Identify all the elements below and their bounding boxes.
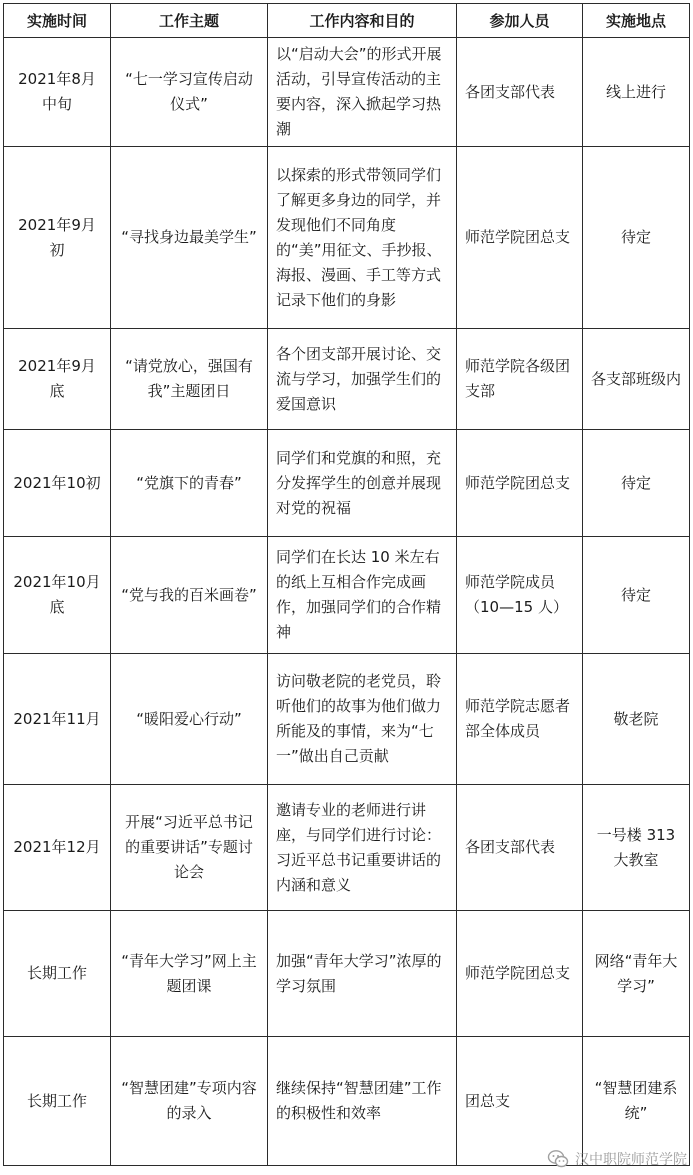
cell-time: 2021年12月 [4, 785, 111, 911]
cell-time: 2021年10月底 [4, 537, 111, 654]
cell-topic: “党旗下的青春” [111, 430, 268, 537]
header-content: 工作内容和目的 [268, 4, 457, 38]
cell-people: 师范学院成员（10—15 人） [457, 537, 583, 654]
cell-content: 各个团支部开展讨论、交流与学习，加强学生们的爱国意识 [268, 329, 457, 430]
cell-content: 以“启动大会”的形式开展活动，引导宣传活动的主要内容，深入掀起学习热潮 [268, 38, 457, 147]
cell-content: 访问敬老院的老党员，聆听他们的故事为他们做力所能及的事情，来为“七一”做出自己贡献 [268, 654, 457, 785]
cell-content: 加强“青年大学习”浓厚的学习氛围 [268, 911, 457, 1037]
cell-time: 2021年9月底 [4, 329, 111, 430]
cell-content: 同学们和党旗的和照，充分发挥学生的创意并展现对党的祝福 [268, 430, 457, 537]
table-row [4, 537, 690, 654]
cell-people: 师范学院团总支 [457, 147, 583, 329]
cell-topic: 开展“习近平总书记的重要讲话”专题讨论会 [111, 785, 268, 911]
cell-time: 长期工作 [4, 1037, 111, 1166]
cell-people: 师范学院各级团支部 [457, 329, 583, 430]
cell-topic: “请党放心，强国有我”主题团日 [111, 329, 268, 430]
cell-place: 敬老院 [583, 654, 690, 785]
table-header-row [4, 4, 690, 38]
table-row [4, 329, 690, 430]
cell-time: 长期工作 [4, 911, 111, 1037]
cell-content: 继续保持“智慧团建”工作的积极性和效率 [268, 1037, 457, 1166]
cell-people: 各团支部代表 [457, 38, 583, 147]
cell-place: 待定 [583, 147, 690, 329]
cell-time: 2021年11月 [4, 654, 111, 785]
wechat-icon [547, 1148, 569, 1170]
table-row [4, 430, 690, 537]
cell-topic: “寻找身边最美学生” [111, 147, 268, 329]
cell-place: 一号楼 313 大教室 [583, 785, 690, 911]
cell-topic: “党与我的百米画卷” [111, 537, 268, 654]
header-people: 参加人员 [457, 4, 583, 38]
cell-topic: “智慧团建”专项内容的录入 [111, 1037, 268, 1166]
activity-schedule-table [3, 3, 690, 1166]
cell-people: 师范学院团总支 [457, 911, 583, 1037]
cell-time: 2021年8月中旬 [4, 38, 111, 147]
header-time: 实施时间 [4, 4, 111, 38]
header-topic: 工作主题 [111, 4, 268, 38]
cell-content: 邀请专业的老师进行讲座，与同学们进行讨论：习近平总书记重要讲话的内涵和意义 [268, 785, 457, 911]
cell-people: 师范学院团总支 [457, 430, 583, 537]
cell-people: 团总支 [457, 1037, 583, 1166]
cell-topic: “青年大学习”网上主题团课 [111, 911, 268, 1037]
cell-place: 待定 [583, 537, 690, 654]
cell-place: 网络“青年大学习” [583, 911, 690, 1037]
cell-topic: “七一学习宣传启动仪式” [111, 38, 268, 147]
cell-content: 同学们在长达 10 米左右的纸上互相合作完成画作，加强同学们的合作精神 [268, 537, 457, 654]
cell-place: 各支部班级内 [583, 329, 690, 430]
cell-topic: “暖阳爱心行动” [111, 654, 268, 785]
table-row [4, 911, 690, 1037]
table-row [4, 38, 690, 147]
watermark-text: 汉中职院师范学院 [575, 1152, 687, 1168]
cell-time: 2021年9月初 [4, 147, 111, 329]
table-row [4, 147, 690, 329]
header-place: 实施地点 [583, 4, 690, 38]
wechat-watermark [547, 1145, 687, 1173]
cell-people: 师范学院志愿者部全体成员 [457, 654, 583, 785]
cell-place: 待定 [583, 430, 690, 537]
table-row [4, 785, 690, 911]
cell-content: 以探索的形式带领同学们了解更多身边的同学，并发现他们不同角度的“美”用征文、手抄报、海报、漫画、手工等方式记录下他们的身影 [268, 147, 457, 329]
cell-time: 2021年10初 [4, 430, 111, 537]
cell-people: 各团支部代表 [457, 785, 583, 911]
table-row [4, 654, 690, 785]
cell-place: 线上进行 [583, 38, 690, 147]
cell-place: “智慧团建系统” [583, 1037, 690, 1166]
